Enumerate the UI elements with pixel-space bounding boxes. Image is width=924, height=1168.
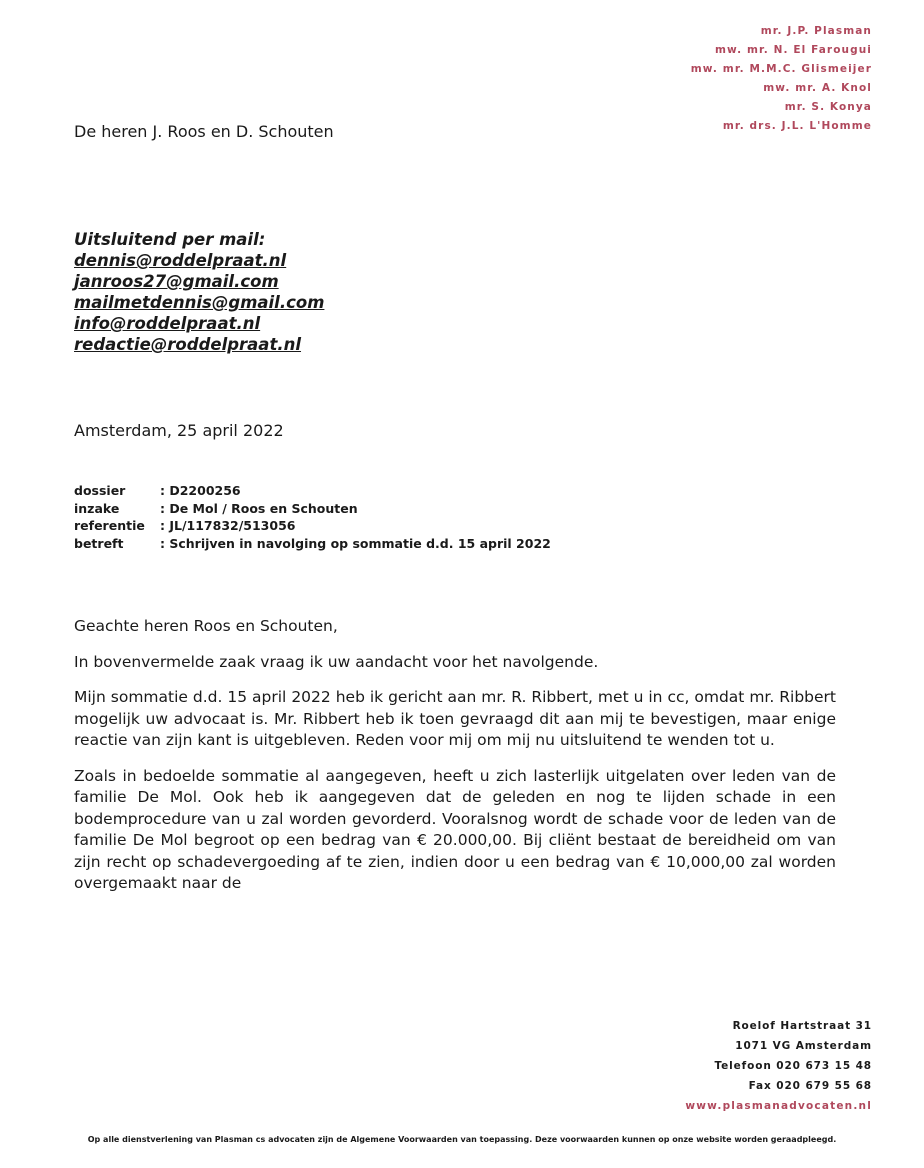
lawyer-name: mw. mr. A. Knol [763, 82, 872, 94]
letter-date: Amsterdam, 25 april 2022 [74, 421, 284, 440]
reference-row [74, 535, 551, 553]
body-paragraph: Mijn sommatie d.d. 15 april 2022 heb ik gericht aan mr. R. Ribbert, met u in cc, omdat mr. Ribbert mogelijk uw advocaat is. Mr. Ribbert heb ik toen gevraagd dit aan mij te bevestigen, maar enige reactie van zijn kant is uitgebleven. Reden voor mij om mij nu uitsluitend te wenden tot u. [74, 688, 836, 749]
lawyer-name: mw. mr. N. El Farougui [714, 44, 872, 56]
reference-key: referentie [74, 518, 145, 533]
lawyer-list [691, 22, 872, 136]
letter-body [74, 616, 836, 909]
address-phone: Telefoon 020 673 15 48 [714, 1060, 872, 1072]
reference-key: inzake [74, 500, 120, 516]
reference-row [74, 500, 551, 518]
body-paragraph: In bovenvermelde zaak vraag ik uw aandacht voor het navolgende. [74, 652, 599, 671]
website-link[interactable]: www.plasmanadvocaten.nl [685, 1100, 872, 1112]
lawyer-name: mr. J.P. Plasman [760, 25, 872, 37]
address-fax: Fax 020 679 55 68 [748, 1080, 872, 1092]
email-address: dennis@roddelpraat.nl [74, 251, 287, 270]
reference-value: : De Mol / Roos en Schouten [160, 500, 358, 516]
salutation: Geachte heren Roos en Schouten, [74, 617, 338, 635]
office-address [685, 1016, 872, 1116]
reference-row [74, 517, 551, 535]
body-paragraph: Zoals in bedoelde sommatie al aangegeven, heeft u zich lasterlijk uitgelaten over leden van de familie De Mol. Ook heb ik aangegeven dat de geleden en nog te lijden schade in een bodemprocedure van u zal worden gevorderd. Vooralsnog wordt de schade voor de leden van de familie De Mol begroot op een bedrag van € 20.000,00. Bij cliënt bestaat de bereidheid om van zijn recht op schadevergoeding af te zien, indien door u een bedrag van € 10,000,00 zal worden overgemaakt naar de [74, 766, 836, 892]
address-city: 1071 VG Amsterdam [735, 1040, 872, 1052]
email-address: mailmetdennis@gmail.com [74, 293, 325, 312]
reference-value: : Schrijven in navolging op sommatie d.d. 15 april 2022 [160, 535, 551, 551]
reference-key: dossier [74, 483, 126, 498]
mail-header: Uitsluitend per mail: [74, 230, 266, 249]
footer-disclaimer: Op alle dienstverlening van Plasman cs advocaten zijn de Algemene Voorwaarden van toepassing. Deze voorwaarden kunnen op onze website worden geraadpleegd. [87, 1135, 837, 1144]
lawyer-name: mw. mr. M.M.C. Glismeijer [690, 63, 872, 75]
addressee: De heren J. Roos en D. Schouten [74, 122, 334, 141]
reference-block [74, 482, 551, 552]
email-address: info@roddelpraat.nl [74, 314, 261, 333]
reference-value: : D2200256 [160, 483, 241, 498]
email-address: janroos27@gmail.com [74, 272, 279, 291]
reference-value: : JL/117832/513056 [160, 518, 296, 533]
reference-key: betreft [74, 535, 124, 551]
address-street: Roelof Hartstraat 31 [732, 1020, 872, 1032]
email-address: redactie@roddelpraat.nl [74, 335, 302, 354]
lawyer-name: mr. drs. J.L. L'Homme [722, 120, 872, 132]
reference-row [74, 482, 551, 500]
lawyer-name: mr. S. Konya [784, 101, 872, 113]
mail-recipients [74, 229, 324, 355]
